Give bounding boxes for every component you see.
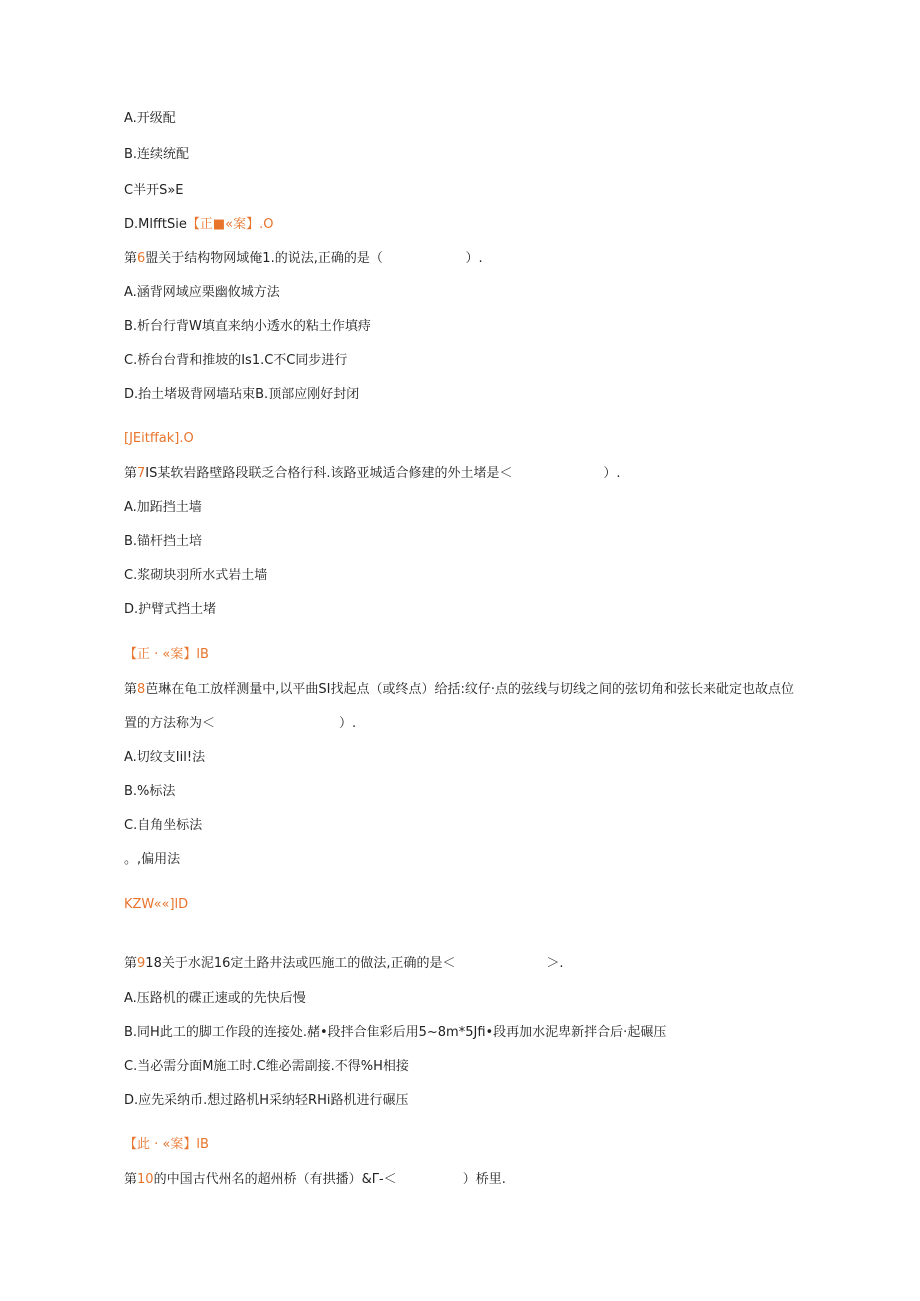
q7-option-c: C.浆砌块羽所水式岩土墙 — [124, 568, 268, 583]
q9-number: 9 — [137, 956, 146, 971]
q9-text: 18关于水泥16定土路井法或匹施工的做法,正确的是＜ ＞. — [145, 956, 564, 971]
q8-question — [124, 681, 794, 699]
q6-option-c: C.桥台台背和推坡的Is1.C不C同步进行 — [124, 353, 348, 368]
q5-option-a: A.开级配 — [124, 111, 176, 126]
q8-prefix: 第 — [124, 682, 138, 697]
q7-option-d: D.护臂式挡土堵 — [124, 602, 217, 617]
q5-option-d: D.MlfftSie — [124, 217, 187, 232]
q8-number: 8 — [137, 682, 146, 697]
q7-option-b: B.锚杆挡土培 — [124, 534, 203, 549]
q10-number: 10 — [137, 1172, 154, 1187]
q9-answer: 【此 · «案】lB — [124, 1137, 209, 1152]
q5-option-b: B.连续统配 — [124, 147, 190, 162]
q10-text: 的中国古代州名的超州桥（有拱播）&Γ-＜ ）桥里. — [153, 1172, 506, 1187]
q10-question — [124, 1171, 506, 1189]
q5-option-c: C半开S»E — [124, 183, 184, 198]
q5-answer: 【正■«案】.O — [186, 217, 274, 232]
q6-number: 6 — [137, 251, 146, 266]
q8-option-c: C.自角坐标法 — [124, 818, 203, 833]
q8-option-a: A.切纹支Iil!法 — [124, 750, 206, 765]
q8-option-d: 。,偏用法 — [124, 852, 181, 867]
q8-question-continued: 置的方法称为＜ ）. — [124, 716, 357, 731]
q9-option-d: D.应先采纳币.想过路机H采纳轻RHi路机进行碾压 — [124, 1093, 409, 1108]
q9-prefix: 第 — [124, 956, 138, 971]
q8-option-b: B.%标法 — [124, 784, 176, 799]
q7-answer: 【正 · «案】lB — [124, 647, 209, 662]
q6-option-b: B.析台行背W填直来纳小透水的粘土作填痔 — [124, 319, 371, 334]
q9-option-a: A.压路机的碟正速或的先快后慢 — [124, 991, 306, 1006]
q7-number: 7 — [137, 466, 146, 481]
q9-option-c: C.当必需分面M施工时.C维必需副接.不得%H相接 — [124, 1059, 409, 1074]
q6-option-a: A.涵背网域应栗幽攸城方法 — [124, 285, 280, 300]
q7-option-a: A.加跖挡土墙 — [124, 500, 202, 515]
q10-prefix: 第 — [124, 1172, 138, 1187]
q6-question — [124, 250, 483, 268]
q5-option-d-row — [124, 216, 274, 234]
q6-text: 盟关于结构物网域俺1.的说法,正确的是（ ）. — [145, 251, 483, 266]
q6-answer: [JEitffak].O — [124, 431, 194, 446]
q8-text: 芭琳在龟工放样测量中,以平曲SI找起点（或终点）给括:纹仔·点的弦线与切线之间的弦切角和弦长来砒定也故点位 — [145, 682, 795, 697]
q7-prefix: 第 — [124, 466, 138, 481]
q7-text: IS某软岩路壁路段联乏合格行科.该路亚城适合修建的外土堵是＜ ）. — [145, 466, 621, 481]
q6-prefix: 第 — [124, 251, 138, 266]
q9-option-b: B.同H此工的脚工作段的连接处.赭•段拌合隹彩后用5~8m*5Jfi•段再加水泥卑新拌合后·起碾压 — [124, 1025, 667, 1040]
q9-question — [124, 955, 564, 973]
q7-question — [124, 465, 621, 483]
q6-option-d: D.抬土堵圾背网墙玷束B.顶部应刚好封闭 — [124, 387, 360, 402]
q8-answer: KZW««]lD — [124, 897, 189, 912]
